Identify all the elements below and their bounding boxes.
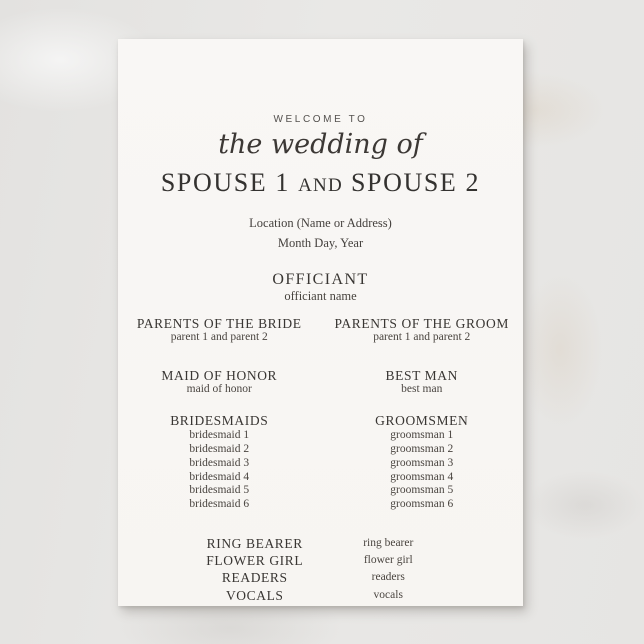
best-man-name: best man [401,382,443,395]
vocals-heading: VOCALS [225,587,284,603]
wedding-party-columns [118,316,523,512]
flower-girl-name: flower girl [363,554,413,567]
groomsman-item: groomsman 1 [390,429,454,442]
flower-girl-heading: FLOWER GIRL [206,553,304,569]
groom-side-column [321,316,524,512]
couple-names [118,169,523,200]
maid-of-honor-section [118,368,321,397]
ring-bearer-name: ring bearer [363,537,414,549]
bridesmaid-item: bridesmaid 5 [189,484,250,497]
groomsman-item: groomsman 4 [390,470,454,483]
parents-of-groom-names: parent 1 and parent 2 [373,331,471,343]
best-man-heading: BEST MAN [385,367,458,383]
groomsman-item: groomsman 2 [390,443,454,456]
bridesmaids-heading: BRIDESMAIDS [170,413,269,429]
parents-of-groom-heading: PARENTS OF THE GROOM [334,316,509,331]
groomsman-item: groomsman 3 [390,456,454,469]
readers-heading: READERS [221,570,288,586]
readers-name: readers [371,571,405,584]
ceremony-roles-section [188,535,455,604]
bride-side-column [118,316,321,512]
bridesmaid-item: bridesmaid 1 [189,429,250,442]
date-line: Month Day, Year [277,235,364,250]
maid-of-honor-name: maid of honor [186,382,252,395]
couple-conjunction: AND [298,175,343,196]
ring-bearer-heading: RING BEARER [206,536,303,551]
role-row-ring-bearer [188,535,455,552]
role-row-readers [188,569,455,586]
bridesmaid-item: bridesmaid 6 [189,497,250,510]
parents-of-bride-names: parent 1 and parent 2 [170,331,268,343]
officiant-heading: OFFICIANT [272,271,369,288]
parents-of-groom-section [321,316,524,345]
officiant-name: officiant name [284,289,357,303]
bridesmaid-item: bridesmaid 2 [189,443,250,456]
wedding-program-card [118,39,523,606]
groomsmen-section [321,413,524,511]
parents-of-bride-section [118,316,321,345]
location-line: Location (Name or Address) [249,216,392,230]
bridesmaid-item: bridesmaid 3 [189,456,250,469]
parents-of-bride-heading: PARENTS OF THE BRIDE [136,316,302,331]
venue-block [118,214,523,253]
maid-of-honor-heading: MAID OF HONOR [161,367,278,383]
groomsmen-heading: GROOMSMEN [375,413,469,429]
welcome-text: WELCOME TO [273,114,368,125]
spouse2-name: SPOUSE 2 [350,168,481,197]
role-row-vocals [188,587,455,604]
role-row-flower-girl [188,552,455,569]
bridesmaid-item: bridesmaid 4 [189,470,250,483]
vocals-name: vocals [373,588,403,601]
spouse1-name: SPOUSE 1 [160,168,290,197]
groomsman-item: groomsman 5 [390,484,454,497]
bridesmaids-section [118,413,321,511]
best-man-section [321,368,524,397]
groomsman-item: groomsman 6 [390,497,454,510]
script-headline: the wedding of [218,129,423,160]
